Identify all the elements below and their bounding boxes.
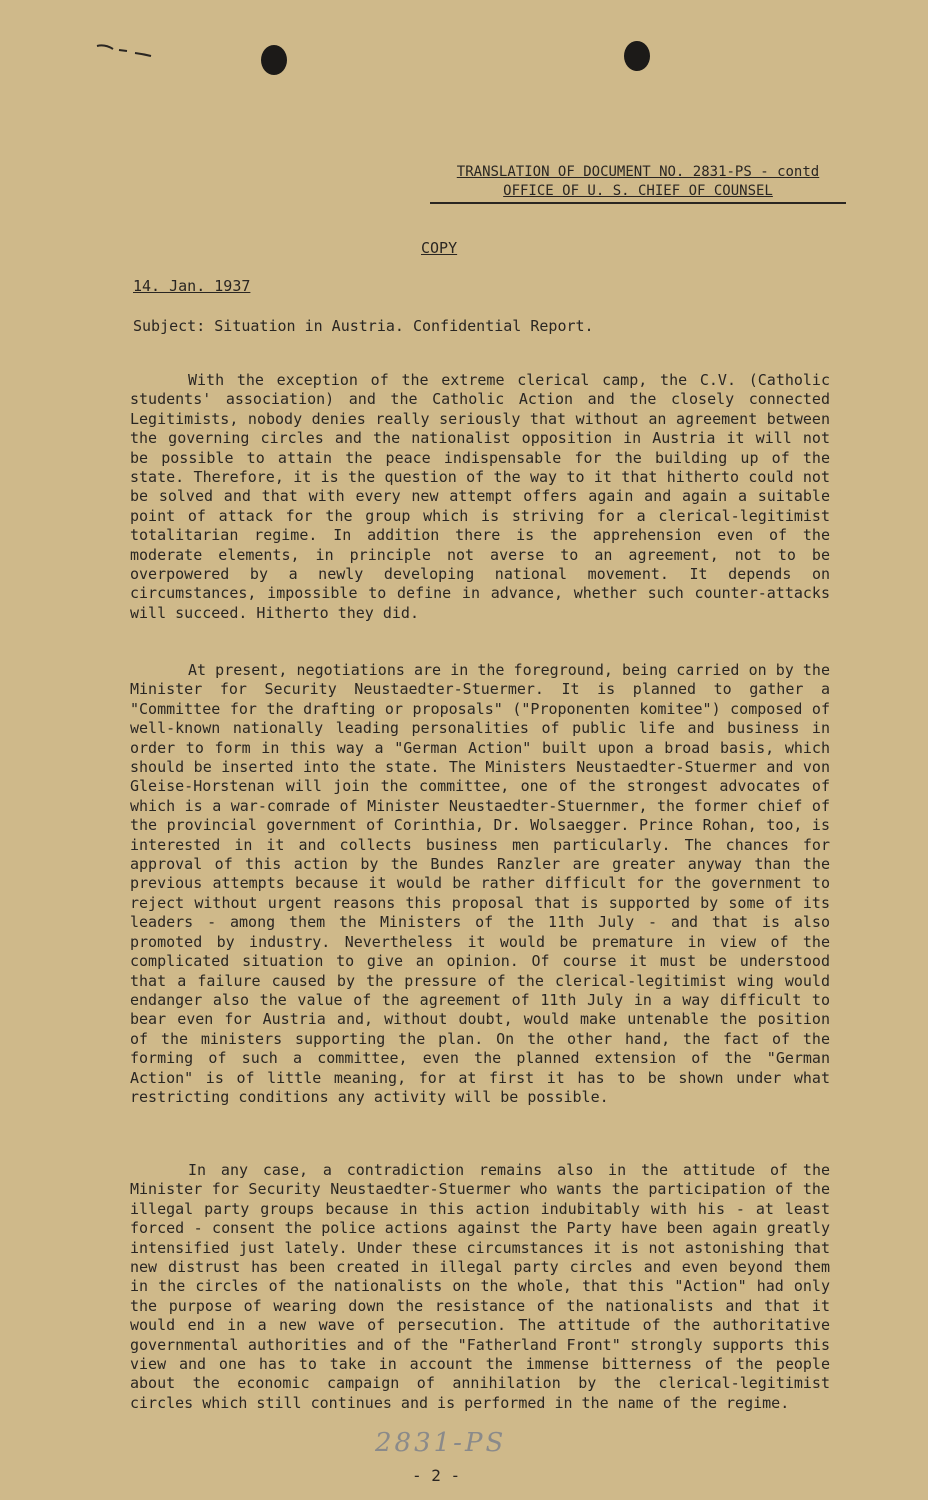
paragraph-2: At present, negotiations are in the foreground, being carried on by the Minister for Security Neustaedter-Stuermer. It is planned to gather a "Committee for the drafting or proposals" ("Proponenten komitee") composed of well-known nationally leading personalities of public life and business in order to form in this way a "German Action" built upon a broad basis, which should be inserted into the state. The Ministers Neustaedter-Stuermer and von Gleise-Horstenan will join the committee, one of the strongest advocates of which is a war-comrade of Minister Neustaedter-Stuernmer, the former chief of the provincial government of Corinthia, Dr. Wolsaegger. Prince Rohan, too, is interested in it and collects business men particularly. The chances for approval of this action by the Bundes Ranzler are greater anyway than the previous attempts because it would be rather difficult for the government to reject without urgent reasons this proposal that is supported by some of its leaders - among them the Ministers of the 11th July - and that is also promoted by industry. Nevertheless it would be premature in view of the complicated situation to give an opinion. Of course it must be understood that a failure caused by the pressure of the clerical-legitimist wing would endanger also the value of the agreement of 11th July in a way difficult to bear even for Austria and, without doubt, would make untenable the position of the ministers supporting the plan. On the other hand, the fact of the forming of such a committee, even the planned extension of the "German Action" is of little meaning, for at first it has to be shown under what restricting conditions any activity will be possible. bbox=[130, 661, 830, 1106]
document-header bbox=[430, 163, 846, 204]
header-office-line: OFFICE OF U. S. CHIEF OF COUNSEL bbox=[503, 183, 773, 199]
document-date: 14. Jan. 1937 bbox=[133, 277, 251, 295]
paragraph-3: In any case, a contradiction remains also in the attitude of the Minister for Security Neustaedter-Stuermer who wants the participation of the illegal party groups because in this action indubitably with his - at least forced - consent the police actions against the Party have been again greatly intensified just lately. Under these circumstances it is not astonishing that new distrust has been created in illegal party circles and even beyond them in the circles of the nationalists on the whole, that this "Action" had only the purpose of wearing down the resistance of the nationalists and that it would end in a new wave of persecution. The attitude of the authoritative governmental authorities and of the "Fatherland Front" strongly supports this view and one has to take in account the immense bitterness of the people about the economic campaign of annihilation by the clerical-legitimist circles which still continues and is performed in the name of the regime. bbox=[130, 1161, 830, 1412]
punch-hole-right bbox=[624, 41, 650, 71]
paragraph-1: With the exception of the extreme clerical camp, the C.V. (Catholic students' association) and the Catholic Action and the closely connected Legitimists, nobody denies really seriously that without an agreement between the governing circles and the nationalist opposition in Austria it will not be possible to attain the peace indispensable for the building up of the state. Therefore, it is the question of the way to it that hitherto could not be solved and that with every new attempt offers again and again a suitable point of attack for the group which is striving for a clerical-legitimist totalitarian regime. In addition there is the apprehension even of the moderate elements, in principle not averse to an agreement, not to be overpowered by a newly developing national movement. It depends on circumstances, impossible to define in advance, whether such counter-attacks will succeed. Hitherto they did. bbox=[130, 371, 830, 622]
handwritten-document-number: 2831-PS bbox=[375, 1428, 507, 1458]
subject-line: Subject: Situation in Austria. Confidential Report. bbox=[133, 317, 594, 335]
ink-mark bbox=[95, 42, 155, 58]
header-translation-line: TRANSLATION OF DOCUMENT NO. 2831-PS - contd bbox=[456, 164, 820, 180]
copy-label: COPY bbox=[421, 239, 458, 257]
page-number: - 2 - bbox=[412, 1466, 461, 1485]
punch-hole-left bbox=[261, 45, 287, 75]
header-rule bbox=[430, 202, 846, 204]
